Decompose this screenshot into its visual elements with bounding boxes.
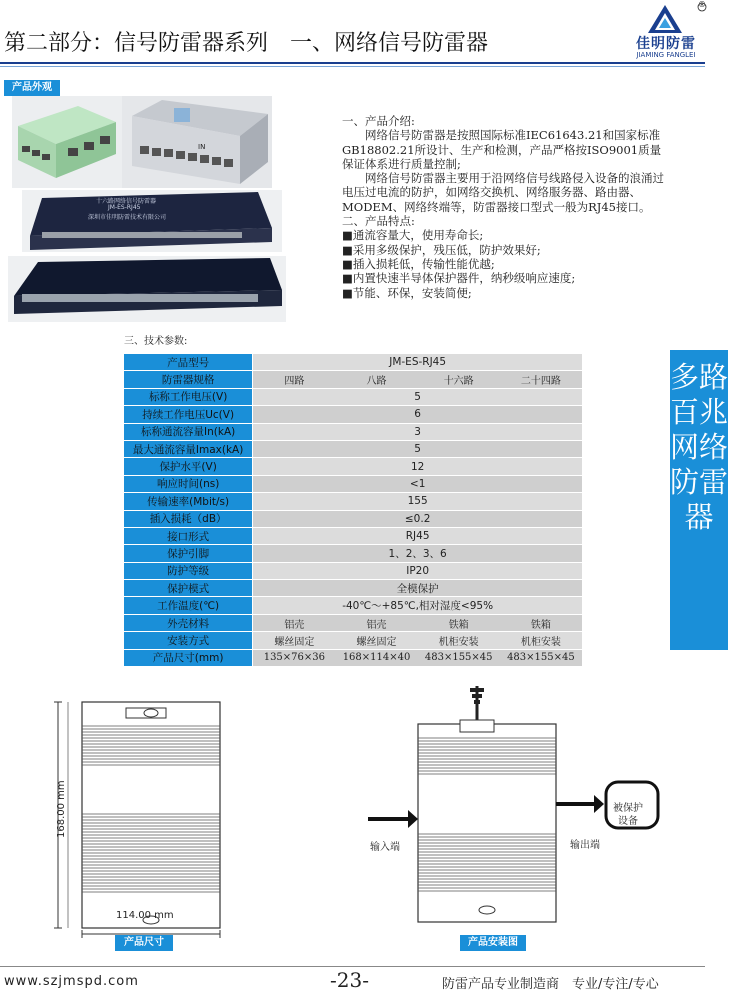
spec-table — [124, 354, 582, 667]
spec-value: 八路 — [335, 371, 417, 388]
feature-item: ■节能、环保，安装简便; — [342, 285, 472, 300]
spec-row — [124, 371, 582, 388]
spec-value: ≤0.2 — [253, 510, 582, 527]
spec-row — [124, 475, 582, 492]
spec-value: 铝壳 — [253, 614, 336, 631]
features-heading: 二、产品特点: — [342, 214, 415, 229]
spec-label: 产品型号 — [124, 354, 253, 371]
spec-value: 机柜安装 — [418, 632, 500, 649]
registered-mark: ® — [698, 0, 706, 9]
spec-value: 3 — [253, 423, 582, 440]
spec-row — [124, 510, 582, 527]
protected-device-label-2: 设备 — [618, 816, 638, 827]
intro-heading: 一、产品介绍: — [342, 114, 415, 128]
appearance-tag: 产品外观 — [4, 80, 60, 96]
spec-row — [124, 527, 582, 544]
spec-value: 铝壳 — [335, 614, 417, 631]
spec-value: 5 — [253, 388, 582, 405]
footer-slogan: 防雷产品专业制造商 专业/专注/专心 — [442, 977, 659, 992]
device-16port-model: JM-ES-RJ45 — [108, 204, 141, 211]
spec-value: IP20 — [253, 562, 582, 579]
spec-row — [124, 354, 582, 371]
spec-value: 四路 — [253, 371, 336, 388]
installation-tag: 产品安装图 — [460, 935, 526, 951]
spec-row — [124, 493, 582, 510]
dimension-tag: 产品尺寸 — [115, 935, 173, 951]
spec-label: 响应时间(ns) — [124, 475, 253, 492]
spec-label: 标称工作电压(V) — [124, 388, 253, 405]
side-banner: 多路百兆网络防雷器 — [670, 350, 728, 650]
dimension-drawing — [40, 690, 240, 940]
spec-value: <1 — [253, 475, 582, 492]
spec-value: 铁箱 — [418, 614, 500, 631]
spec-value: 铁箱 — [500, 614, 582, 631]
footer-divider — [0, 966, 705, 967]
height-dimension-label: 168.00 mm — [56, 780, 67, 838]
spec-row — [124, 580, 582, 597]
spec-label: 传输速率(Mbit/s) — [124, 493, 253, 510]
footer-url: www.szjmspd.com — [4, 974, 139, 989]
spec-value: 螺丝固定 — [335, 632, 417, 649]
output-terminal-label: 输出端 — [570, 840, 600, 851]
intro-paragraph-2: 网络信号防雷器主要用于沿网络信号线路侵入设备的浪涌过电压过电流的防护，如网络交换机、网络服务器、路由器、MODEM、网络终端等，防雷器接口型式一般为RJ45接口。 — [342, 171, 664, 214]
spec-label: 安装方式 — [124, 632, 253, 649]
params-title: 三、技术参数: — [124, 336, 188, 347]
spec-value: 二十四路 — [500, 371, 582, 388]
spec-row — [124, 649, 582, 666]
spec-label: 工作温度(℃) — [124, 597, 253, 614]
spec-value: RJ45 — [253, 527, 582, 544]
intro-paragraph-1: 网络信号防雷器是按照国际标准IEC61643.21和国家标准GB18802.21所设计、生产和检测，产品严格按ISO9001质量保证体系进行质量控制; — [342, 128, 662, 171]
spec-value: 483×155×45 — [500, 649, 582, 666]
feature-item: ■插入损耗低，传输性能优越; — [342, 256, 495, 271]
spec-row — [124, 614, 582, 631]
spec-label: 持续工作电压Uc(V) — [124, 406, 253, 423]
spec-row — [124, 440, 582, 457]
spec-label: 保护模式 — [124, 580, 253, 597]
device-16port-label: 十六路网络信号防雷器 — [96, 198, 157, 205]
page-title: 第二部分：信号防雷器系列 一、网络信号防雷器 — [4, 31, 489, 56]
spec-label: 外壳材料 — [124, 614, 253, 631]
spec-value: 155 — [253, 493, 582, 510]
spec-label: 保护水平(V) — [124, 458, 253, 475]
spec-value: 12 — [253, 458, 582, 475]
spec-value: 全模保护 — [253, 580, 582, 597]
spec-row — [124, 406, 582, 423]
input-terminal-label: 输入端 — [370, 842, 400, 853]
spec-row — [124, 562, 582, 579]
spec-label: 防护等级 — [124, 562, 253, 579]
spec-label: 保护引脚 — [124, 545, 253, 562]
width-dimension-label: 114.00 mm — [116, 910, 174, 921]
spec-row — [124, 388, 582, 405]
feature-item: ■通流容量大，使用寿命长; — [342, 228, 484, 243]
spec-row — [124, 632, 582, 649]
logo-subtext: JIAMING FANGLEI — [636, 51, 696, 59]
spec-value: JM-ES-RJ45 — [253, 354, 582, 371]
page-number: -23- — [330, 968, 369, 992]
spec-label: 最大通流容量Imax(kA) — [124, 440, 253, 457]
spec-row — [124, 597, 582, 614]
spec-row — [124, 423, 582, 440]
device-8port-in-label: IN — [198, 143, 206, 151]
spec-value: -40℃～+85℃,相对湿度<95% — [253, 597, 582, 614]
spec-label: 接口形式 — [124, 527, 253, 544]
spec-label: 防雷器规格 — [124, 371, 253, 388]
device-4port-photo — [12, 96, 122, 188]
spec-label: 标称通流容量In(kA) — [124, 423, 253, 440]
feature-item: ■采用多级保护，残压低，防护效果好; — [342, 242, 541, 257]
spec-value: 机柜安装 — [500, 632, 582, 649]
product-intro — [342, 114, 672, 300]
header-divider-thin — [0, 66, 705, 67]
feature-item: ■内置快速半导体保护器件，纳秒级响应速度; — [342, 271, 576, 286]
protected-device-label-1: 被保护 — [613, 803, 643, 814]
spec-value: 1、2、3、6 — [253, 545, 582, 562]
spec-label: 插入损耗（dB） — [124, 510, 253, 527]
device-24port-photo — [8, 256, 286, 322]
spec-value: 6 — [253, 406, 582, 423]
spec-value: 5 — [253, 440, 582, 457]
spec-value: 135×76×36 — [253, 649, 336, 666]
spec-value: 螺丝固定 — [253, 632, 336, 649]
spec-value: 483×155×45 — [418, 649, 500, 666]
device-16port-company: 深圳市佳明防雷技术有限公司 — [88, 214, 167, 221]
header-divider — [0, 62, 705, 64]
spec-row — [124, 458, 582, 475]
spec-value: 十六路 — [418, 371, 500, 388]
logo-text: 佳明防雷 — [636, 36, 696, 52]
spec-value: 168×114×40 — [335, 649, 417, 666]
device-8port-photo — [122, 96, 272, 188]
spec-label: 产品尺寸(mm) — [124, 649, 253, 666]
spec-row — [124, 545, 582, 562]
